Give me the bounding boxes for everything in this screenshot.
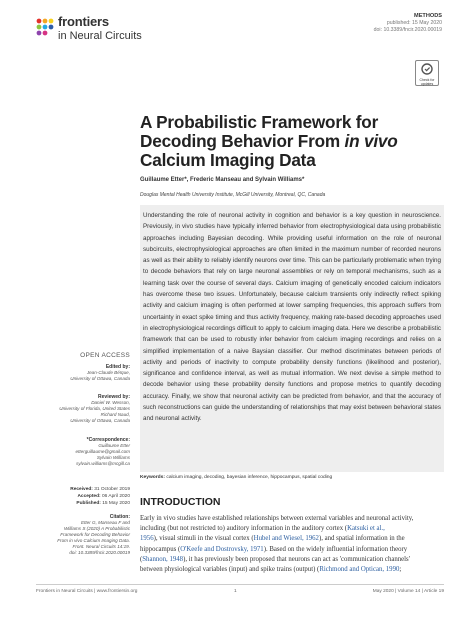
intro-text-run: hippocampus ( [140, 545, 181, 553]
intro-text-run: ). Based on the widely influential information theory [263, 545, 408, 553]
published-value: 15 May 2020 [102, 501, 130, 506]
title-line-3: Calcium Imaging Data [140, 150, 316, 170]
published-date: published: 15 May 2020 [386, 20, 442, 26]
reviewer-2-name: Richard Naud, [100, 412, 130, 417]
citation-line-6[interactable]: doi: 10.3389/fncir.2020.00019 [69, 550, 130, 555]
corr-1-email[interactable]: etterguillaume@gmail.com [75, 449, 130, 454]
footer-page-number: 1 [234, 589, 237, 594]
intro-line-3 [140, 534, 445, 544]
intro-text-run: between physiological variables (input) and spike trains (output) ( [140, 566, 320, 574]
citation-link[interactable]: Hubel and Wiesel, 1962 [253, 535, 319, 543]
introduction-heading: INTRODUCTION [140, 496, 221, 508]
intro-line-5 [140, 555, 445, 565]
title-line-2 [140, 132, 440, 151]
citation-line-1: Etter G, Manseau F and [81, 520, 130, 525]
abstract-text: Understanding the role of neuronal activity in cognition and behavior is a key question in neuroscience. Previously, in vivo studies have typically inferred behavior from electrophysiological data using probabilistic approaches including Bayesian decoding. While providing useful information on the role of neuronal subcircuits, electrophysiological approaches are often limited in the maximum number of recorded neurons as well as their ability to reliably identify neurons over time. This can be particularly problematic when trying to decode behaviors that rely on large neuronal assemblies or rely on temporal mechanisms, such as a learning task over the course of several days. Calcium imaging of genetically encoded calcium indicators has overcome these two issues. Unfortunately, because calcium transients only indirectly reflect spiking activity and calcium imaging is often performed at lower sampling frequencies, this approach suffers from uncertainty in exact spike timing and thus activity frequency, making rate-based decoding approaches used in electrophysiological recordings difficult to apply to calcium imaging data. Here we describe a probabilistic framework that can be used to robustly infer behavior from calcium imaging recordings and relies on a simplified implementation of a naive Baysian classifier. Our method discriminates between periods of activity and periods of inactivity to compute probability density functions (likelihood and posterior), significance and confidence interval, as well as mutual information. We next devise a simple method to decode behavior using these probability density functions and propose metrics to quantify decoding accuracy. Finally, we show that neuronal activity can be predicted from behavior, and that the accuracy of such reconstructions can guide the understanding of relationships that may exist between behavioral states and neuronal activity. [143, 212, 441, 423]
edited-by-label: Edited by: [105, 364, 130, 370]
intro-text-run: including (but not restricted to) auditory information in the auditory cortex ( [140, 525, 348, 533]
correspondence-label: *Correspondence: [86, 437, 130, 443]
intro-text-run: ), and spatial information in the [318, 535, 405, 543]
editor-name: Jean-Claude Béïque, [86, 370, 130, 375]
intro-text-run: ; [399, 566, 402, 574]
reviewed-by-label: Reviewed by: [98, 394, 130, 400]
article-title [140, 113, 440, 170]
title-line-2-text: Decoding Behavior From [140, 131, 345, 151]
edited-by [42, 364, 130, 382]
editor-affiliation: University of Ottawa, Canada [70, 376, 130, 381]
title-italic-in-vivo: in vivo [344, 131, 398, 151]
title-line-1: A Probabilistic Framework for [140, 112, 379, 132]
citation-label: Citation: [109, 514, 130, 520]
frontiers-logo-icon [34, 16, 56, 38]
corr-2-name: Sylvain Williams [96, 455, 130, 460]
citation [42, 514, 130, 556]
footer-volume: May 2020 | Volume 14 | Article 19 [372, 589, 444, 594]
citation-line-5: Front. Neural Circuits 14:19. [72, 544, 130, 549]
intro-line-2 [140, 524, 445, 534]
logo-text-journal: in Neural Circuits [58, 30, 142, 42]
article-dates [42, 486, 130, 507]
reviewer-1-name: Daniel W. Wesson, [91, 400, 130, 405]
article-meta [374, 13, 442, 34]
check-updates-icon [416, 61, 438, 77]
logo-text-brand: frontiers [58, 14, 109, 29]
keywords-values: calcium imaging, decoding, bayesian inference, hippocampus, spatial coding [166, 475, 333, 480]
received-value: 31 October 2019 [94, 487, 130, 492]
introduction-text [140, 514, 445, 575]
intro-line-1: Early in vivo studies have established relationships between external variables and neuronal activity, [140, 515, 414, 522]
keywords [140, 475, 332, 480]
section-label: METHODS [414, 13, 442, 19]
correspondence [42, 437, 130, 467]
footer-journal[interactable]: Frontiers in Neural Circuits | www.frontiersin.org [36, 589, 138, 594]
citation-line-2: Williams S (2020) A Probabilistic [64, 526, 130, 531]
received-date [42, 486, 130, 493]
reviewer-2-affiliation: University of Ottawa, Canada [70, 418, 130, 423]
intro-text-run: ), it has previously been proposed that neurons can act as 'communication channels' [183, 555, 410, 563]
intro-text-run: ( [140, 555, 143, 563]
accepted-label: Accepted: [77, 494, 101, 499]
accepted-value: 06 April 2020 [101, 494, 130, 499]
author-list[interactable]: Guillaume Etter*, Frederic Manseau and Sylvain Williams* [140, 177, 305, 183]
corr-1-name: Guillaume Etter [98, 443, 130, 448]
intro-line-6 [140, 565, 445, 575]
citation-link[interactable]: Katsuki et al., [347, 525, 385, 533]
citation-link[interactable]: 1956 [140, 535, 154, 543]
intro-text-run: ), visual stimuli in the visual cortex ( [153, 535, 254, 543]
received-label: Received: [70, 487, 93, 492]
affiliation: Douglas Mental Health University Institute, McGill University, Montreal, QC, Canada [140, 192, 326, 198]
doi-link[interactable]: doi: 10.3389/fncir.2020.00019 [373, 27, 442, 33]
footer-rule [36, 584, 444, 585]
accepted-date [42, 493, 130, 500]
keywords-label: Keywords: [140, 475, 166, 480]
citation-line-3: Framework for Decoding Behavior [60, 532, 130, 537]
reviewed-by [42, 394, 130, 424]
open-access-label: OPEN ACCESS [80, 352, 130, 359]
reviewer-1-affiliation: University of Florida, United States [59, 406, 130, 411]
citation-link[interactable]: O'Keefe and Dostrovsky, 1971 [180, 545, 264, 553]
published-date-side [42, 500, 130, 507]
intro-line-4 [140, 545, 445, 555]
citation-link[interactable]: Shannon, 1948 [142, 555, 184, 563]
citation-line-4: From in vivo Calcium Imaging Data. [57, 538, 130, 543]
journal-logo[interactable] [34, 14, 154, 46]
published-label: Published: [76, 501, 101, 506]
citation-link[interactable]: Richmond and Optican, 1990 [319, 566, 400, 574]
check-updates-label: Check for updates [419, 78, 435, 86]
corr-2-email[interactable]: sylvain.williams@mcgill.ca [76, 461, 130, 466]
